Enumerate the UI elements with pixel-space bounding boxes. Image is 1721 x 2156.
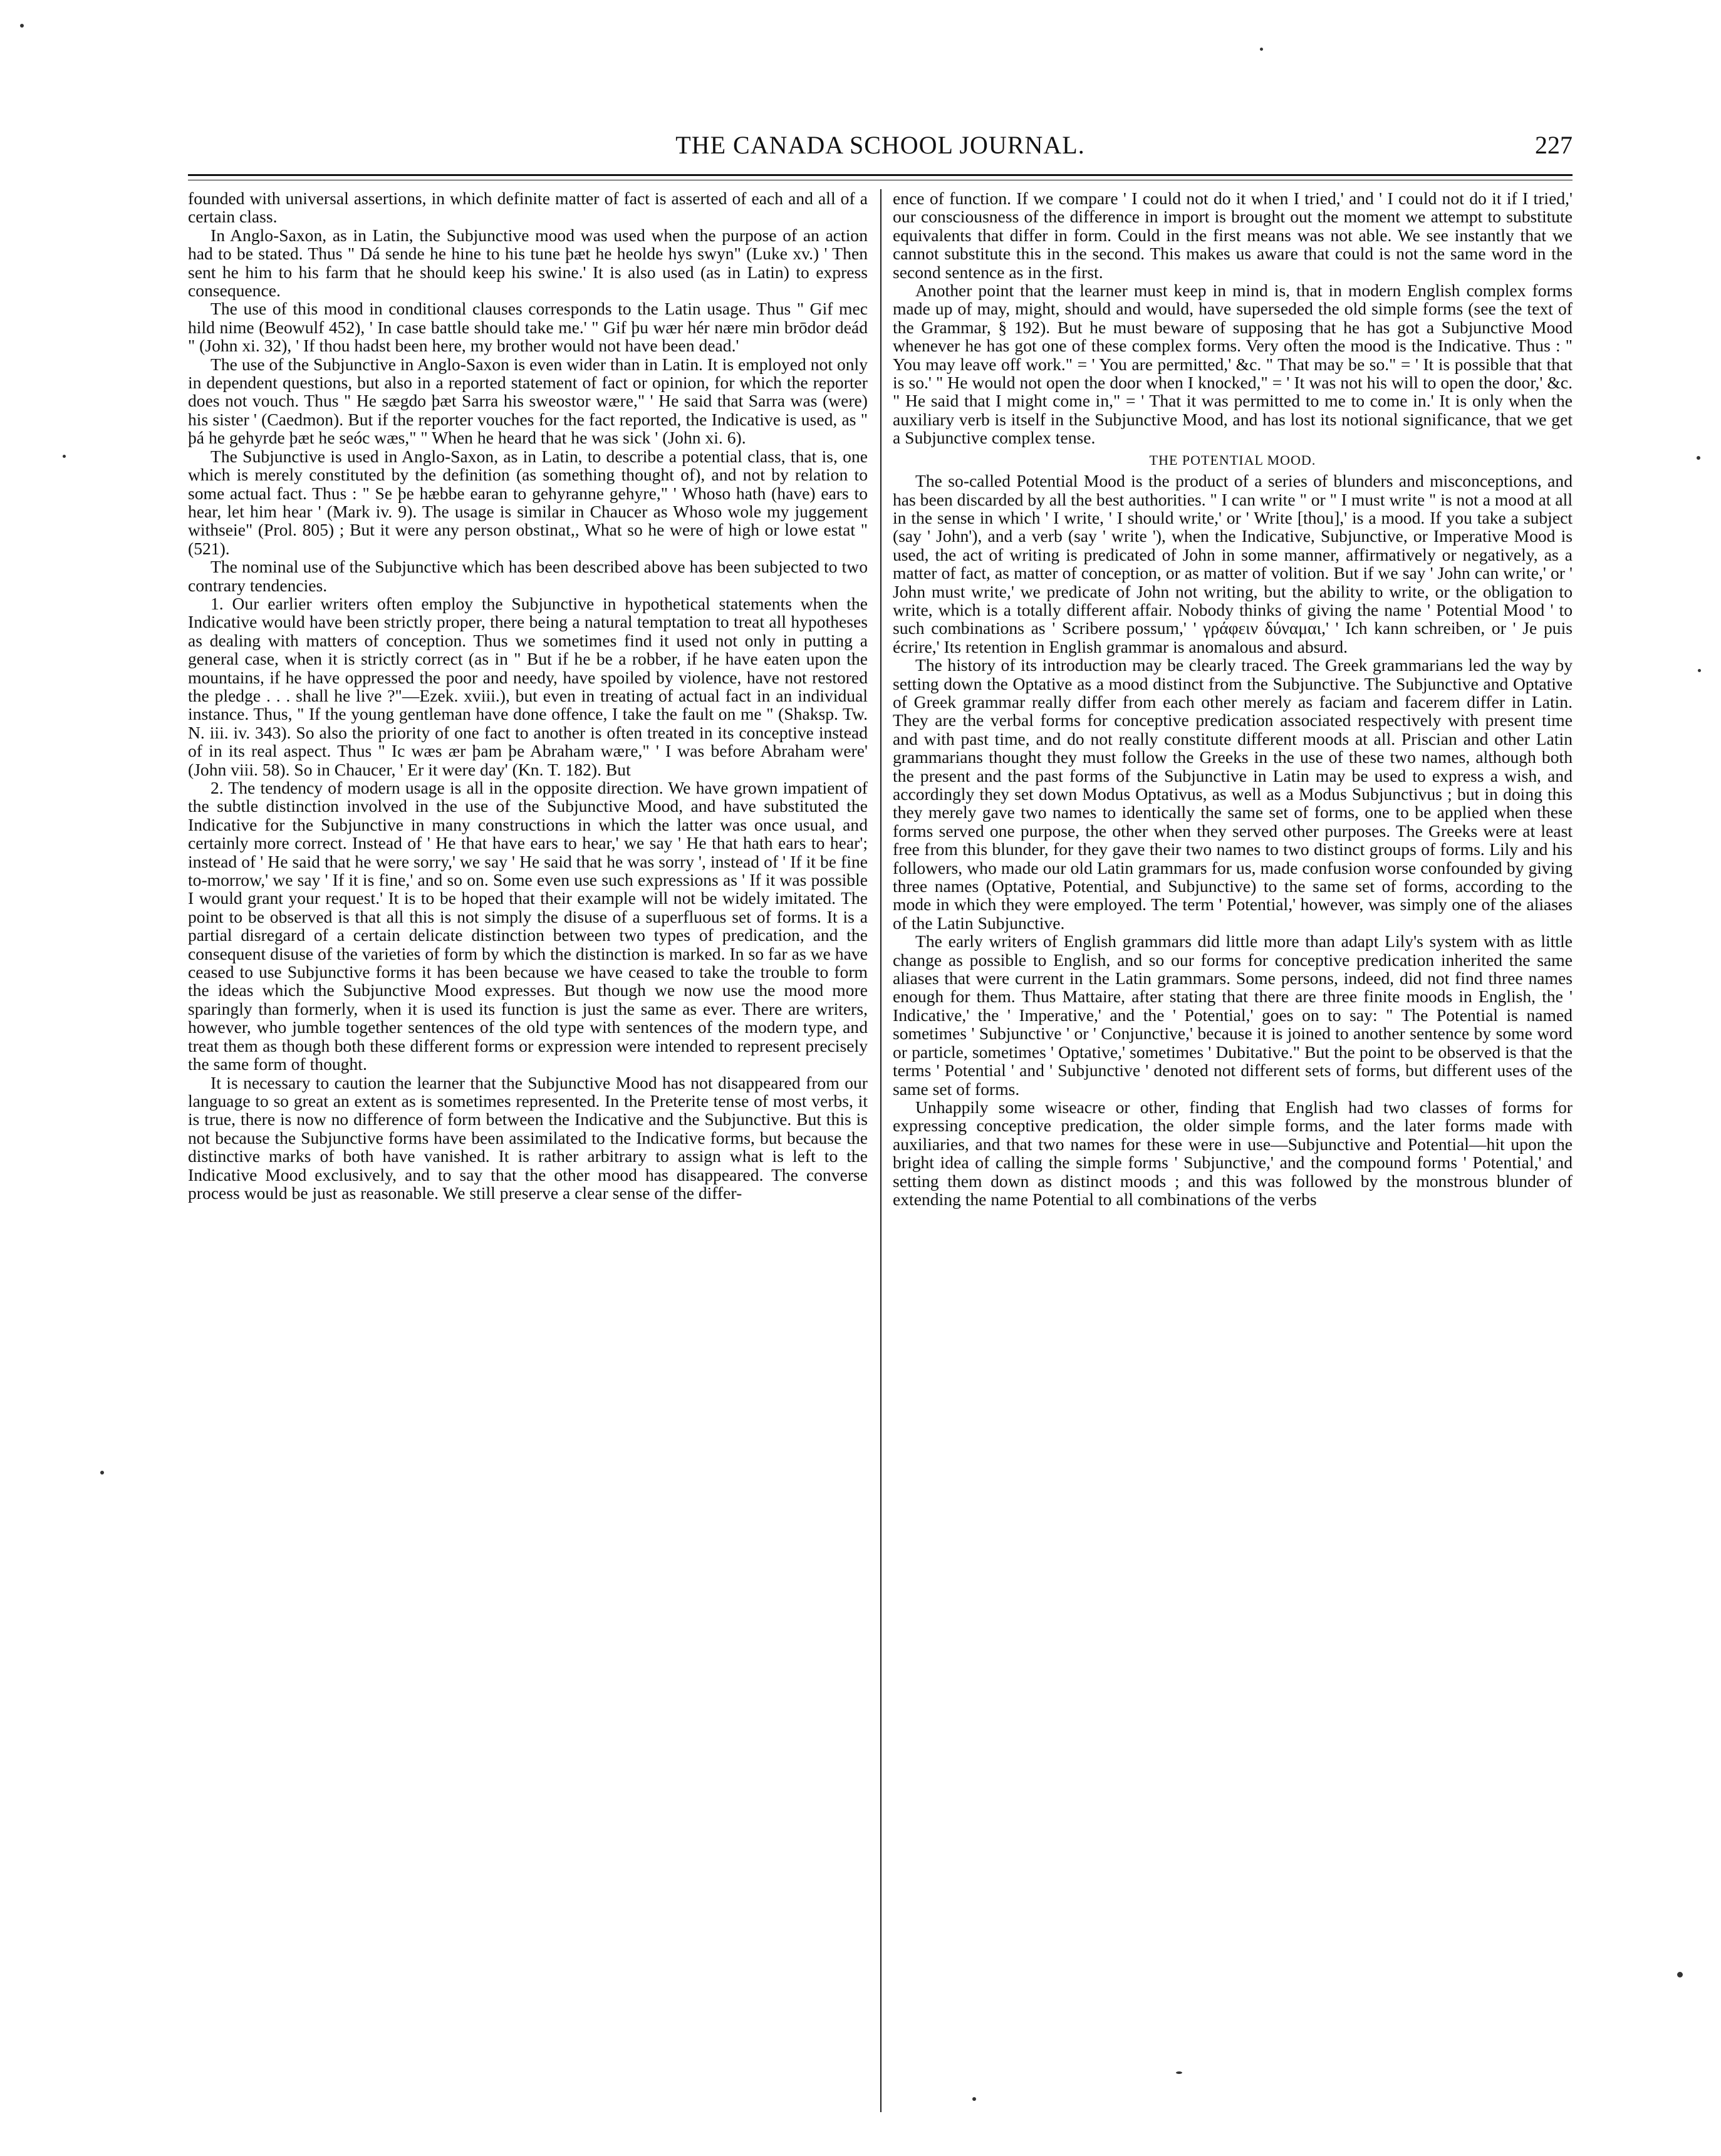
ink-speck xyxy=(1677,1972,1683,1977)
right-column xyxy=(893,189,1573,2106)
section-heading: THE POTENTIAL MOOD. xyxy=(1149,452,1316,468)
paragraph: Unhappily some wiseacre or other, finding that English had two classes of forms for expressing conceptive predication, the older simple forms, and the later forms made with auxiliaries, and that two names for these were in use—Subjunctive and Potential—hit upon the bright idea of calling the simple forms ' Subjunctive,' and the compound forms ' Potential,' and setting them down as distinct moods ; and this was followed by the monstrous blunder of extending the name Potential to all combinations of the verbs xyxy=(893,1097,1573,1209)
journal-title: THE CANADA SCHOOL JOURNAL. xyxy=(675,131,1085,159)
paragraph: The Subjunctive is used in Anglo-Saxon, as in Latin, to describe a potential class, that is, one which is merely constituted by the definition (as something thought of), and not by relation to some actual fact. Thus : " Se þe hæbbe earan to gehyranne gehyre," ' Whoso hath (have) ears to hear, let him hear ' (Mark iv. 9). The usage is similar in Chaucer as Whoso wole my juggement withseie" (Prol. 805) ; But it were any person obstinat,, What so he were of high or lowe estat " (521). xyxy=(188,446,868,558)
paragraph: The early writers of English grammars did little more than adapt Lily's system with as little change as possible to English, and so our forms for conceptive predication inherited the same aliases that were current in the Latin grammars. Some persons, indeed, did not find three names enough for them. Thus Mattaire, after stating that there are three finite moods in English, the ' Indicative,' the ' Imperative,' and the ' Potential,' goes on to say: " The Potential is named sometimes ' Subjunctive ' or ' Conjunctive,' because it is joined to another sentence by some word or particle, sometimes ' Optative,' sometimes ' Dubitative." But the point to be observed is that the terms ' Potential ' and ' Subjunctive ' denoted not different sets of forms, but different uses of the same set of forms. xyxy=(893,931,1573,1099)
paragraph: The nominal use of the Subjunctive which has been described above has been subjected to two contrary tendencies. xyxy=(188,557,868,595)
column-divider xyxy=(880,189,881,2112)
paragraph: 1. Our earlier writers often employ the Subjunctive in hypothetical statements when the Indicative would have been strictly proper, there being a natural temptation to treat all hypotheses as dealing with matters of conception. Thus we sometimes find it used not only in putting a general case, when it is strictly correct (as in " But if he be a robber, if he have eaten upon the mountains, if he have oppressed the poor and needy, have spoiled by violence, have not restored the pledge . . . shall he live ?"—Ezek. xviii.), but even in treating of actual fact in an individual instance. Thus, " If the young gentleman have done offence, I take the fault on me " (Shaksp. Tw. N. iii. iv. 343). So also the priority of one fact to another is often treated in its conceptive instead of in its real aspect. Thus " Ic wæs ær þam þe Abraham wære," ' I was before Abraham were' (John viii. 58). So in Chaucer, ' Er it were day' (Kn. T. 182). But xyxy=(188,593,868,779)
ink-speck xyxy=(63,455,66,458)
paragraph: The so-called Potential Mood is the product of a series of blunders and misconceptions, and has been discarded by all the best authorities. " I can write " or " I must write " is not a mood at all in the sense in which ' I write, ' I should write,' or ' Write [thou],' is a mood. If you take a subject (say ' John'), and a verb (say ' write '), when the Indicative, Subjunctive, or Imperative Mood is used, the act of writing is predicated of John in some manner, affirmatively or negatively, as a matter of fact, as matter of conception, or as matter of volition. But if we say ' John can write,' or ' John must write,' we predicate of John not writing, but the ability to write, or the obligation to write, which is a totally different affair. Nobody thinks of giving the name ' Potential Mood ' to such combinations as ' Scribere possum,' ' γράφειν δύναμαι,' ' Ich kann schreiben, or ' Je puis écrire,' Its retention in English grammar is anomalous and absurd. xyxy=(893,471,1573,656)
ink-speck xyxy=(972,2097,976,2101)
running-header xyxy=(188,130,1573,168)
header-rule-thick xyxy=(188,174,1573,176)
paragraph: 2. The tendency of modern usage is all in the opposite direction. We have grown impatient of the subtle distinction involved in the use of the Subjunctive Mood, and have substituted the Indicative for the Subjunctive in many constructions in which the latter was once usual, and certainly more correct. Instead of ' He that have ears to hear,' we say ' He that hath ears to hear'; instead of ' He said that he were sorry,' we say ' He said that he was sorry ', instead of ' If it be fine to-morrow,' we say ' If it is fine,' and so on. Some even use such expressions as ' If it was possible I would grant your request.' It is to be hoped that their example will not be widely imitated. The point to be observed is that all this is not simply the disuse of a superfluous set of forms. It is a partial disregard of a certain delicate distinction between two types of predication, and the consequent disuse of the varieties of form by which the distinction is marked. In so far as we have ceased to use Subjunctive forms it has been because we have ceased to take the trouble to form the ideas which the Subjunctive Mood expresses. But though we now use the mood more sparingly than formerly, when it is used its function is just the same as ever. There are writers, however, who jumble together sentences of the old type with sentences of the modern type, and treat them as though both these different forms or expression were intended to represent precisely the same form of thought. xyxy=(188,778,868,1074)
ink-speck xyxy=(100,1471,104,1474)
paragraph: The use of this mood in conditional clauses corresponds to the Latin usage. Thus " Gif mec hild nime (Beowulf 452), ' In case battle should take me.' " Gif þu wær hér nære min brōdor deád " (John xi. 32), ' If thou hadst been here, my brother would not have been dead.' xyxy=(188,299,868,356)
ink-speck xyxy=(1698,669,1701,672)
paragraph: In Anglo-Saxon, as in Latin, the Subjunctive mood was used when the purpose of an action had to be stated. Thus " Dá sende he hine to his tune þæt he heolde hys swyn" (Luke xv.) ' Then sent he him to his farm that he should keep his swine.' It is also used (as in Latin) to express consequence. xyxy=(188,225,868,301)
paragraph: The use of the Subjunctive in Anglo-Saxon is even wider than in Latin. It is employed not only in dependent questions, but also in a reported statement of fact or opinion, for which the reporter does not vouch. Thus " He sægdo þæt Sarra his sweostor wære," ' He said that Sarra was (were) his sister ' (Caedmon). But if the reporter vouches for the fact reported, the Indicative is used, as " þá he gehyrde þæt he seóc wæs," " When he heard that he was sick ' (John xi. 6). xyxy=(188,354,868,448)
paragraph: Another point that the learner must keep in mind is, that in modern English complex forms made up of may, might, should and would, have superseded the old simple forms (see the text of the Grammar, § 192). But he must beware of supposing that he has got a Subjunctive Mood whenever he has got one of these complex forms. Very often the mood is the Indicative. Thus : " You may leave off work." = ' You are permitted,' &c. " That may be so." = ' It is possible that that is so.' " He would not open the door when I knocked," = ' It was not his will to open the door,' &c. " He said that I might come in," = ' That it was permitted to me to come in.' It is only when the auxiliary verb is itself in the Subjunctive Mood, and has lost its notional significance, that we get a Subjunctive complex tense. xyxy=(893,281,1573,448)
paragraph: The history of its introduction may be clearly traced. The Greek grammarians led the way by setting down the Optative as a mood distinct from the Subjunctive. The Subjunctive and Optative of Greek grammar really differ from each other merely as faciam and facerem differ in Latin. They are the verbal forms for conceptive predication associated respectively with present time and with past time, and do not really constitute different moods at all. Priscian and other Latin grammarians thought they must follow the Greeks in the use of these two names, although both the present and the past forms of the Subjunctive in Latin may be used to express a wish, and accordingly they set down Modus Optativus, as well as a Modus Subjunctivus ; but in doing this they merely gave two names to identically the same set of forms, one to be applied when these forms served one purpose, the other when they served other purposes. The Greeks were at least free from this blunder, for they gave their two names to two distinct groups of forms. Lily and his followers, who made our old Latin grammars for us, made confusion worse confounded by giving three names (Optative, Potential, and Subjunctive) to the same set of forms, according to the mode in which they were employed. The term ' Potential,' however, was simply one of the aliases of the Latin Subjunctive. xyxy=(893,655,1573,933)
ink-speck xyxy=(1697,456,1700,460)
paragraph: founded with universal assertions, in which definite matter of fact is asserted of each and all of a certain class. xyxy=(188,189,868,227)
paragraph: ence of function. If we compare ' I could not do it when I tried,' and ' I could not do it if I tried,' our consciousness of the difference in import is brought out the moment we attempt to substitute equivalents that differ in form. Could in the first means was not able. We see instantly that we cannot substitute this in the second. This makes us aware that could is not the same word in the second sentence as in the first. xyxy=(893,189,1573,282)
ink-speck xyxy=(1260,48,1263,51)
ink-speck xyxy=(1176,2071,1182,2074)
paragraph: It is necessary to caution the learner that the Subjunctive Mood has not disappeared from our language to so great an extent as is sometimes represented. In the Preterite tense of most verbs, it is true, there is now no difference of form between the Indicative and the Subjunctive. But this is not because the Subjunctive forms have been assimilated to the Indicative forms, but because the distinctive marks of both have vanished. It is rather arbitrary to assign what is left to the Indicative Mood exclusively, and to say that the other mood has disappeared. The converse process would be just as reasonable. We still preserve a clear sense of the differ- xyxy=(188,1072,868,1203)
page-number: 227 xyxy=(1535,131,1573,159)
left-column xyxy=(188,189,868,2106)
ink-speck xyxy=(20,24,24,28)
